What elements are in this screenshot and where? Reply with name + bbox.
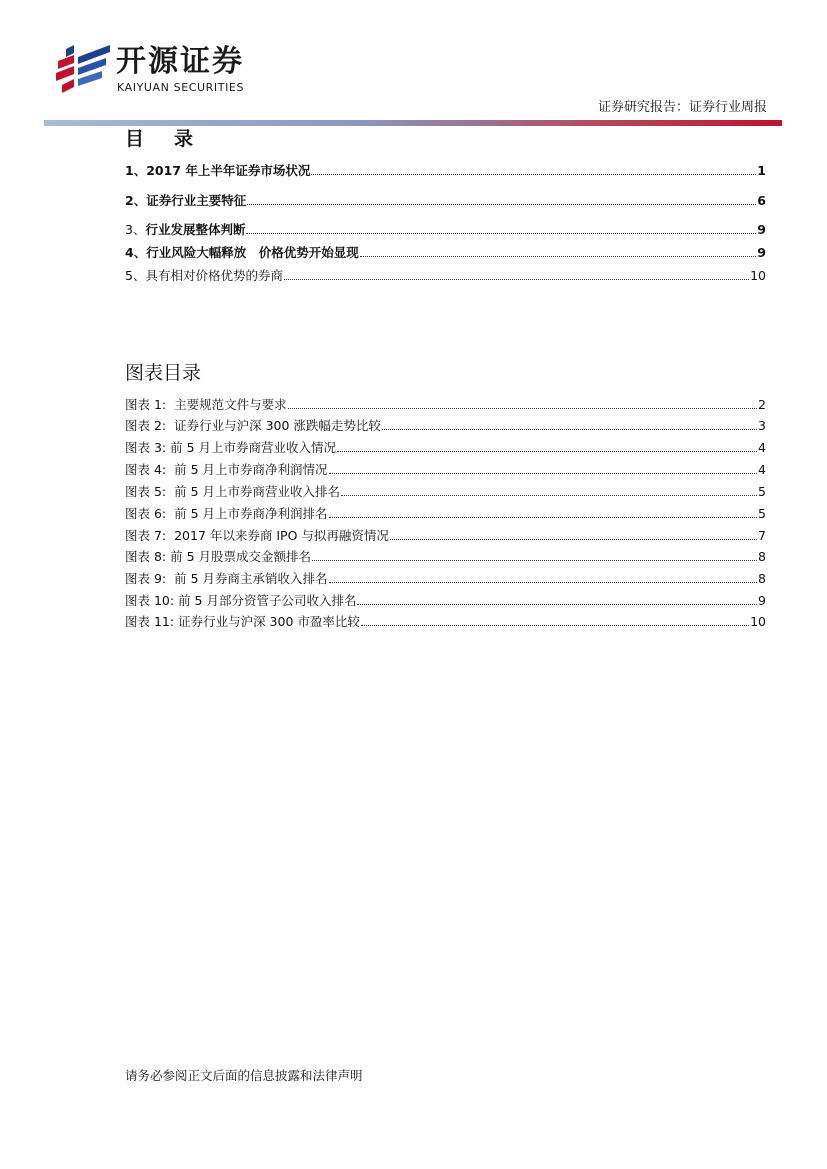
figures-heading: 图表目录 <box>125 362 202 384</box>
figure-entry-4[interactable]: 图表 4: 前 5 月上市券商净利润情况 4 <box>125 462 766 477</box>
leader-dots <box>357 604 757 605</box>
report-type-label: 证券研究报告：证券行业周报 <box>597 100 767 115</box>
leader-dots <box>311 174 756 175</box>
leader-dots <box>329 473 758 474</box>
figure-entry-1[interactable]: 图表 1: 主要规范文件与要求 2 <box>125 397 766 412</box>
leader-dots <box>312 560 757 561</box>
leader-dots <box>360 256 757 257</box>
leader-dots <box>390 539 757 540</box>
figure-entry-10[interactable]: 图表 10: 前 5 月部分资管子公司收入排名 9 <box>125 593 766 608</box>
toc-entry-5[interactable]: 5、 具有相对价格优势的券商 10 <box>125 268 766 283</box>
toc-entry-2[interactable]: 2、 证券行业主要特征 6 <box>125 193 766 208</box>
leader-dots <box>329 582 758 583</box>
figure-entry-2[interactable]: 图表 2: 证券行业与沪深 300 涨跌幅走势比较 3 <box>125 418 766 433</box>
toc-heading: 目录 <box>125 128 224 150</box>
leader-dots <box>246 233 756 234</box>
leader-dots <box>382 429 757 430</box>
footer-disclaimer: 请务必参阅正文后面的信息披露和法律声明 <box>125 1068 363 1083</box>
figure-entry-8[interactable]: 图表 8: 前 5 月股票成交金额排名 8 <box>125 549 766 564</box>
figure-entry-9[interactable]: 图表 9: 前 5 月券商主承销收入排名 8 <box>125 571 766 586</box>
leader-dots <box>361 625 749 626</box>
leader-dots <box>329 517 758 518</box>
figure-entry-5[interactable]: 图表 5: 前 5 月上市券商营业收入排名 5 <box>125 484 766 499</box>
figure-entry-7[interactable]: 图表 7: 2017 年以来券商 IPO 与拟再融资情况 7 <box>125 528 766 543</box>
leader-dots <box>288 408 757 409</box>
figure-entry-3[interactable]: 图表 3: 前 5 月上市券商营业收入情况 4 <box>125 440 766 455</box>
kaiyuan-logo-icon <box>52 43 112 95</box>
toc-entry-4[interactable]: 4、 行业风险大幅释放 价格优势开始显现 9 <box>125 245 766 260</box>
leader-dots <box>247 204 756 205</box>
toc-entry-1[interactable]: 1、 2017 年上半年证券市场状况 1 <box>125 163 766 178</box>
leader-dots <box>337 451 757 452</box>
toc-entry-3[interactable]: 3、 行业发展整体判断 9 <box>125 222 766 237</box>
logo-chinese-name: 开源证券 <box>116 44 244 79</box>
figure-entry-11[interactable]: 图表 11: 证券行业与沪深 300 市盈率比较 10 <box>125 614 766 629</box>
company-logo <box>52 43 252 99</box>
leader-dots <box>341 495 757 496</box>
figure-entry-6[interactable]: 图表 6: 前 5 月上市券商净利润排名 5 <box>125 506 766 521</box>
logo-english-name: KAIYUAN SECURITIES <box>117 81 245 94</box>
header-divider-bar <box>44 120 782 126</box>
leader-dots <box>284 279 749 280</box>
